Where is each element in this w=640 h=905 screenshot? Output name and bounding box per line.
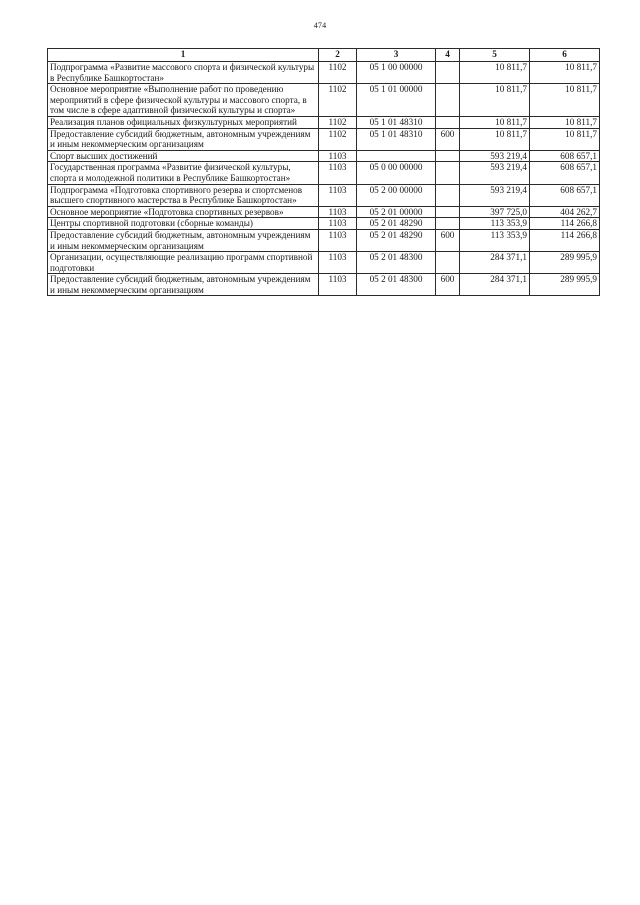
row-name-cell: Организации, осуществляющие реализацию программ спортивной подготовки	[48, 252, 319, 274]
table-body	[48, 62, 600, 296]
table-row	[48, 116, 600, 128]
target-article-cell: 05 2 01 48300	[357, 274, 436, 296]
expense-type-cell: 600	[436, 229, 460, 251]
row-name-cell: Подпрограмма «Развитие массового спорта и физической культуры в Республике Башкортостан»	[48, 62, 319, 84]
row-name-cell: Государственная программа «Развитие физической культуры, спорта и молодежной политики в Республике Башкортостан»	[48, 162, 319, 184]
section-code-cell: 1103	[319, 184, 357, 206]
column-header: 1	[48, 49, 319, 62]
target-article-cell: 05 2 01 48300	[357, 252, 436, 274]
amount-year2-cell: 114 266,8	[530, 218, 600, 230]
table-row	[48, 162, 600, 184]
section-code-cell: 1102	[319, 84, 357, 117]
expense-type-cell	[436, 218, 460, 230]
amount-year2-cell: 114 266,8	[530, 229, 600, 251]
target-article-cell: 05 1 00 00000	[357, 62, 436, 84]
expense-type-cell	[436, 162, 460, 184]
amount-year2-cell: 10 811,7	[530, 62, 600, 84]
target-article-cell: 05 0 00 00000	[357, 162, 436, 184]
section-code-cell: 1103	[319, 150, 357, 162]
expense-type-cell	[436, 62, 460, 84]
table-header-row	[48, 49, 600, 62]
table-row	[48, 150, 600, 162]
column-header: 2	[319, 49, 357, 62]
row-name-cell: Предоставление субсидий бюджетным, автономным учреждениям и иным некоммерческим организациям	[48, 128, 319, 150]
section-code-cell: 1102	[319, 116, 357, 128]
expense-type-cell	[436, 84, 460, 117]
amount-year2-cell: 10 811,7	[530, 84, 600, 117]
expense-type-cell	[436, 116, 460, 128]
column-header: 5	[460, 49, 530, 62]
expense-type-cell: 600	[436, 274, 460, 296]
amount-year1-cell: 593 219,4	[460, 184, 530, 206]
section-code-cell: 1103	[319, 274, 357, 296]
amount-year1-cell: 284 371,1	[460, 252, 530, 274]
amount-year1-cell: 113 353,9	[460, 218, 530, 230]
budget-table	[47, 48, 600, 296]
section-code-cell: 1103	[319, 162, 357, 184]
section-code-cell: 1102	[319, 62, 357, 84]
amount-year2-cell: 289 995,9	[530, 274, 600, 296]
target-article-cell	[357, 150, 436, 162]
amount-year1-cell: 113 353,9	[460, 229, 530, 251]
target-article-cell: 05 1 01 48310	[357, 128, 436, 150]
expense-type-cell	[436, 206, 460, 218]
table-row	[48, 274, 600, 296]
row-name-cell: Основное мероприятие «Выполнение работ по проведению мероприятий в сфере физической культуры и массового спорта, в том числе в сфере адаптивной физической культуры и спорта»	[48, 84, 319, 117]
amount-year2-cell: 608 657,1	[530, 150, 600, 162]
table-row	[48, 229, 600, 251]
section-code-cell: 1103	[319, 206, 357, 218]
row-name-cell: Спорт высших достижений	[48, 150, 319, 162]
section-code-cell: 1103	[319, 218, 357, 230]
table-row	[48, 84, 600, 117]
amount-year2-cell: 10 811,7	[530, 128, 600, 150]
target-article-cell: 05 1 01 48310	[357, 116, 436, 128]
amount-year1-cell: 284 371,1	[460, 274, 530, 296]
row-name-cell: Подпрограмма «Подготовка спортивного резерва и спортсменов высшего спортивного мастерства в Республике Башкортостан»	[48, 184, 319, 206]
table-row	[48, 128, 600, 150]
expense-type-cell	[436, 150, 460, 162]
row-name-cell: Реализация планов официальных физкультурных мероприятий	[48, 116, 319, 128]
table-row	[48, 218, 600, 230]
column-header: 3	[357, 49, 436, 62]
target-article-cell: 05 2 01 00000	[357, 206, 436, 218]
amount-year2-cell: 608 657,1	[530, 162, 600, 184]
target-article-cell: 05 1 01 00000	[357, 84, 436, 117]
column-header: 4	[436, 49, 460, 62]
row-name-cell: Предоставление субсидий бюджетным, автономным учреждениям и иным некоммерческим организациям	[48, 229, 319, 251]
table-row	[48, 62, 600, 84]
row-name-cell: Основное мероприятие «Подготовка спортивных резервов»	[48, 206, 319, 218]
amount-year2-cell: 10 811,7	[530, 116, 600, 128]
expense-type-cell: 600	[436, 128, 460, 150]
amount-year1-cell: 593 219,4	[460, 150, 530, 162]
section-code-cell: 1103	[319, 252, 357, 274]
column-header: 6	[530, 49, 600, 62]
row-name-cell: Предоставление субсидий бюджетным, автономным учреждениям и иным некоммерческим организациям	[48, 274, 319, 296]
amount-year2-cell: 289 995,9	[530, 252, 600, 274]
page-number: 474	[313, 21, 327, 30]
section-code-cell: 1102	[319, 128, 357, 150]
table-row	[48, 206, 600, 218]
row-name-cell: Центры спортивной подготовки (сборные команды)	[48, 218, 319, 230]
table-row	[48, 184, 600, 206]
amount-year1-cell: 10 811,7	[460, 116, 530, 128]
amount-year1-cell: 10 811,7	[460, 128, 530, 150]
amount-year1-cell: 10 811,7	[460, 84, 530, 117]
target-article-cell: 05 2 00 00000	[357, 184, 436, 206]
expense-type-cell	[436, 184, 460, 206]
amount-year2-cell: 404 262,7	[530, 206, 600, 218]
table-row	[48, 252, 600, 274]
section-code-cell: 1103	[319, 229, 357, 251]
expense-type-cell	[436, 252, 460, 274]
amount-year1-cell: 397 725,0	[460, 206, 530, 218]
target-article-cell: 05 2 01 48290	[357, 229, 436, 251]
target-article-cell: 05 2 01 48290	[357, 218, 436, 230]
amount-year2-cell: 608 657,1	[530, 184, 600, 206]
amount-year1-cell: 593 219,4	[460, 162, 530, 184]
amount-year1-cell: 10 811,7	[460, 62, 530, 84]
